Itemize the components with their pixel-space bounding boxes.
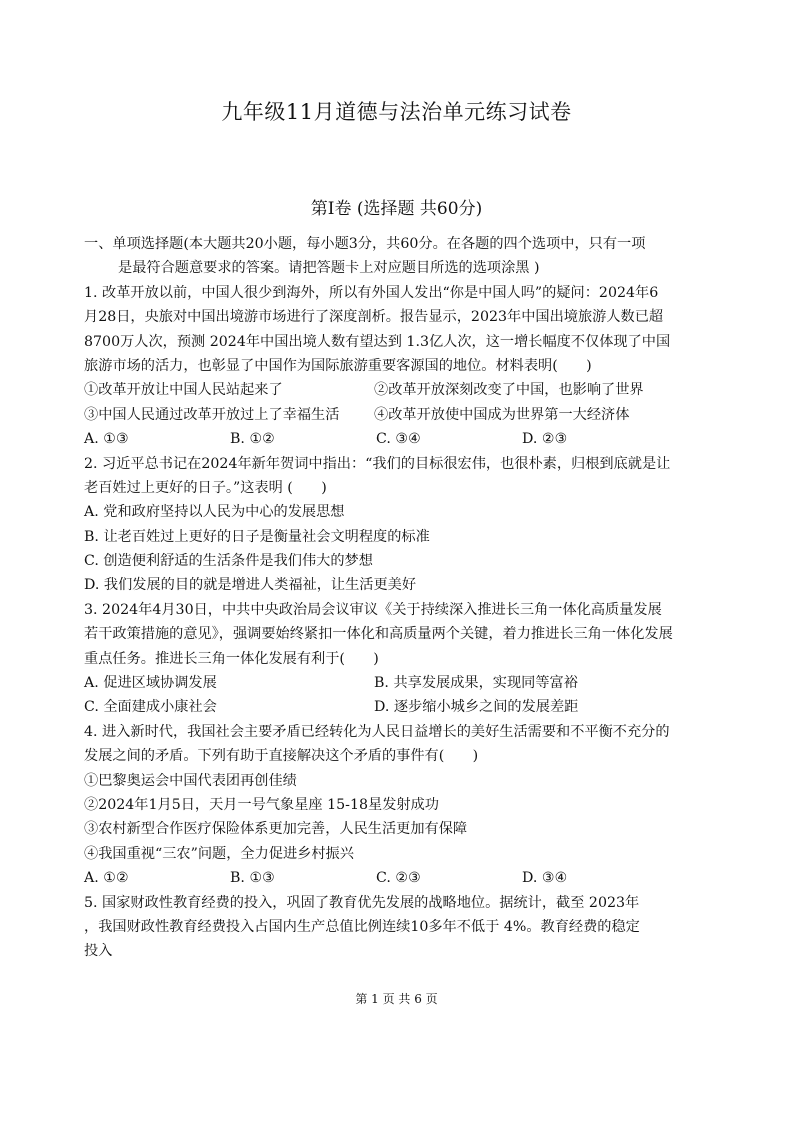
question-1: [84, 281, 712, 452]
question-3: [84, 598, 712, 720]
question-stem-line: 8700万人次，预测 2024年中国出境人数有望达到 1.3亿人次，这一增长幅度不仅体现了中国: [84, 333, 671, 350]
option-d: D. 逐步缩小城乡之间的发展差距: [374, 699, 579, 716]
page-number-footer: 第 1 页 共 6 页: [355, 992, 438, 1006]
option-b: B. 让老百姓过上更好的日子是衡量社会文明程度的标准: [84, 528, 430, 545]
statement-item: ③中国人民通过改革开放过上了幸福生活: [84, 406, 340, 423]
option-d: D. ②③: [522, 431, 568, 448]
statement-item: ③农村新型合作医疗保险体系更加完善，人民生活更加有保障: [84, 821, 468, 838]
statement-row: [84, 403, 712, 427]
section-header-line: 一、单项选择题(本大题共20小题，每小题3分，共60分。在各题的四个选项中，只有一项: [84, 236, 646, 252]
question-stem-line: 3. 2024年4月30日，中共中央政治局会议审议《关于持续深入推进长三角一体化高质量发展: [84, 601, 662, 618]
exam-body: [84, 232, 712, 964]
statement-item: ②2024年1月5日，天月一号气象星座 15-18星发射成功: [84, 796, 439, 813]
option-a: A. ①③: [84, 431, 129, 448]
option-a: A. 党和政府坚持以人民为中心的发展思想: [84, 504, 345, 521]
question-stem-line: 发展之间的矛盾。下列有助于直接解决这个矛盾的事件有( ): [84, 748, 479, 765]
option-row: [84, 427, 712, 451]
option-b: B. ①②: [230, 431, 275, 448]
section-header-line: 是最符合题意要求的答案。请把答题卡上对应题目所选的选项涂黑 ): [118, 260, 540, 277]
option-c: C. ③④: [376, 431, 421, 448]
question-stem-line: 旅游市场的活力，也彰显了中国作为国际旅游重要客源国的地位。材料表明( ): [84, 357, 592, 374]
statement-item: ②改革开放深刻改变了中国，也影响了世界: [374, 382, 644, 399]
question-stem-line: 5. 国家财政性教育经费的投入，巩固了教育优先发展的战略地位。据统计，截至 2023年: [84, 894, 640, 911]
statement-row: [84, 378, 712, 402]
question-stem-line: 1. 改革开放以前，中国人很少到海外，所以有外国人发出“你是中国人吗”的疑问：2024年6: [84, 284, 659, 301]
option-a: A. 促进区域协调发展: [84, 675, 217, 692]
question-stem-line: 重点任务。推进长三角一体化发展有利于( ): [84, 650, 379, 667]
statement-item: ①改革开放让中国人民站起来了: [84, 382, 283, 399]
statement-item: ④我国重视“三农”问题，全力促进乡村振兴: [84, 845, 354, 862]
option-c: C. 创造便利舒适的生活条件是我们伟大的梦想: [84, 553, 373, 570]
option-d: D. 我们发展的目的就是增进人类福祉，让生活更美好: [84, 577, 417, 594]
statement-item: ①巴黎奥运会中国代表团再创佳绩: [84, 772, 297, 789]
question-stem-line: 投入: [84, 943, 113, 960]
page-title: 九年级11月道德与法治单元练习试卷: [221, 100, 572, 124]
question-4: [84, 720, 712, 891]
question-stem-line: 4. 进入新时代，我国社会主要矛盾已经转化为人民日益增长的美好生活需要和不平衡不充分的: [84, 723, 670, 740]
section-subtitle: 第Ⅰ卷 (选择题 共60分): [310, 199, 483, 219]
option-c: C. 全面建成小康社会: [84, 699, 217, 716]
statement-item: ④改革开放使中国成为世界第一大经济体: [374, 406, 630, 423]
question-2: [84, 452, 712, 598]
option-b: B. ①③: [230, 870, 275, 887]
question-5: [84, 891, 712, 964]
question-stem-line: 月28日，央旅对中国出境游市场进行了深度剖析。报告显示，2023年中国出境旅游人数已超: [84, 309, 664, 326]
question-stem-line: 老百姓过上更好的日子。”这表明 ( ): [84, 479, 327, 496]
option-c: C. ②③: [376, 870, 421, 887]
option-row: [84, 866, 712, 890]
question-stem-line: 若干政策措施的意见》，强调要始终紧扣一体化和高质量两个关键，着力推进长三角一体化发展: [84, 626, 673, 643]
option-b: B. 共享发展成果，实现同等富裕: [374, 675, 578, 692]
question-stem-line: ，我国财政性教育经费投入占国内生产总值比例连续10多年不低于 4%。教育经费的稳定: [84, 918, 640, 935]
question-stem-line: 2. 习近平总书记在2024年新年贺词中指出：“我们的目标很宏伟，也很朴素，归根到底就是让: [84, 455, 671, 472]
option-d: D. ③④: [522, 870, 568, 887]
option-row: [84, 695, 712, 719]
option-row: [84, 671, 712, 695]
option-a: A. ①②: [84, 870, 129, 887]
